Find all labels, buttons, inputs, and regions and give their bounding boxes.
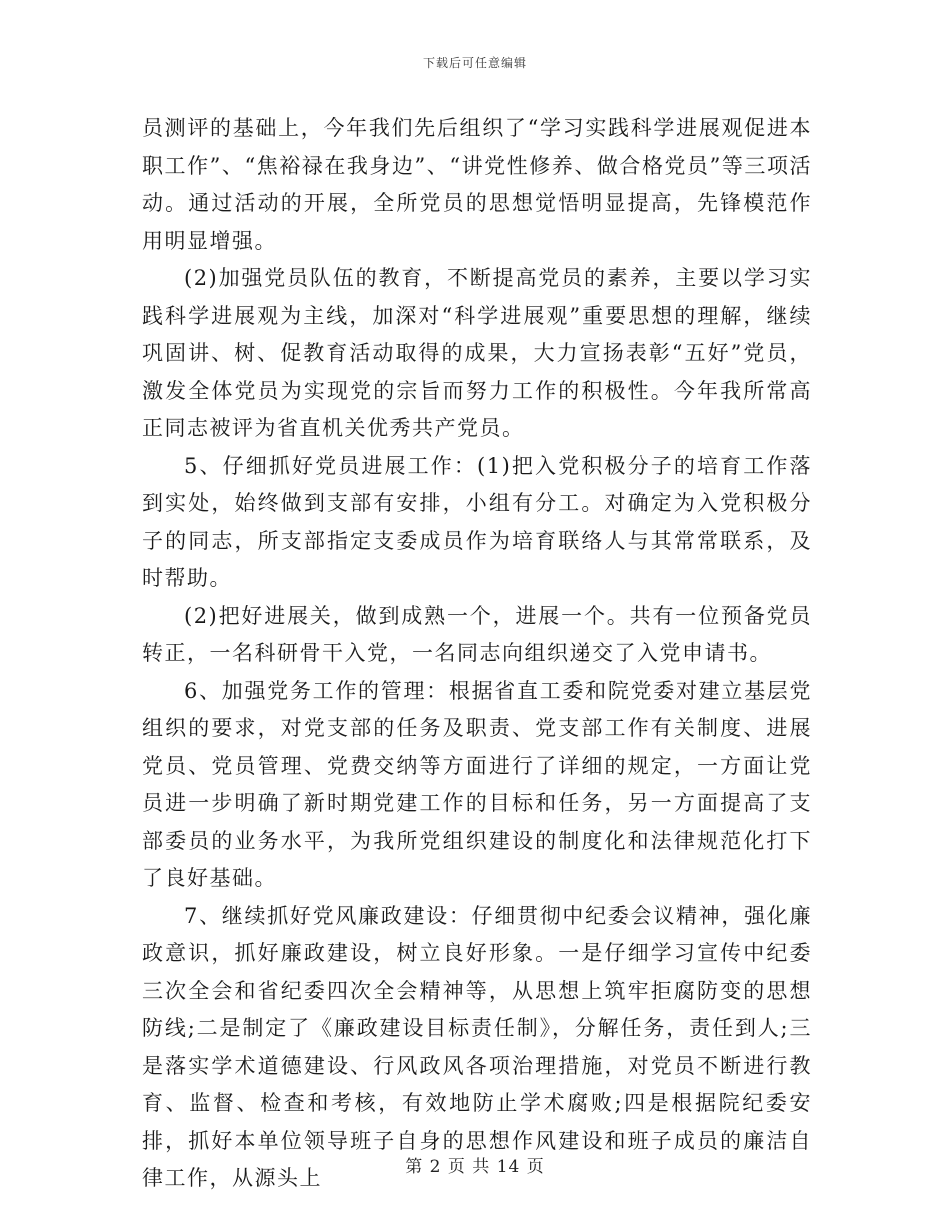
paragraph-1: 员测评的基础上，今年我们先后组织了“学习实践科学进展观促进本职工作”、“焦裕禄在我身边”、“讲党性修养、做合格党员”等三项活动。通过活动的开展，全所党员的思想觉悟明显提高，先锋模范作用明显增强。 <box>142 116 812 253</box>
paragraph-3: 5、仔细抓好党员进展工作：(1)把入党积极分子的培育工作落到实处，始终做到支部有安排，小组有分工。对确定为入党积极分子的同志，所支部指定支委成员作为培育联络人与其常常联系，及时帮助。 <box>142 453 812 590</box>
paragraph-2: (2)加强党员队伍的教育，不断提高党员的素养，主要以学习实践科学进展观为主线，加深对“科学进展观”重要思想的理解，继续巩固讲、树、促教育活动取得的成果，大力宣扬表彰“五好”党员，激发全体党员为实现党的宗旨而努力工作的积极性。今年我所常高正同志被评为省直机关优秀共产党员。 <box>142 266 812 440</box>
paragraph-4: (2)把好进展关，做到成熟一个，进展一个。共有一位预备党员转正，一名科研骨干入党，一名同志向组织递交了入党申请书。 <box>142 603 812 665</box>
paragraph-5: 6、加强党务工作的管理：根据省直工委和院党委对建立基层党组织的要求，对党支部的任务及职责、党支部工作有关制度、进展党员、党员管理、党费交纳等方面进行了详细的规定，一方面让党员进一步明确了新时期党建工作的目标和任务，另一方面提高了支部委员的业务水平，为我所党组织建设的制度化和法律规范化打下了良好基础。 <box>142 678 812 890</box>
paragraph-6: 7、继续抓好党风廉政建设：仔细贯彻中纪委会议精神，强化廉政意识，抓好廉政建设，树立良好形象。一是仔细学习宣传中纪委三次全会和省纪委四次全会精神等，从思想上筑牢拒腐防变的思想防线;二是制定了《廉政建设目标责任制》，分解任务，责任到人;三是落实学术道德建设、行风政风各项治理措施，对党员不断进行教育、监督、检查和考核，有效地防止学术腐败;四是根据院纪委安排，抓好本单位领导班子自身的思想作风建设和班子成员的廉洁自律工作，从源头上 <box>142 903 812 1190</box>
document-body <box>142 110 812 1198</box>
page-number: 第 2 页 共 14 页 <box>405 1157 545 1177</box>
page-header: 下载后可任意编辑 <box>422 56 527 70</box>
